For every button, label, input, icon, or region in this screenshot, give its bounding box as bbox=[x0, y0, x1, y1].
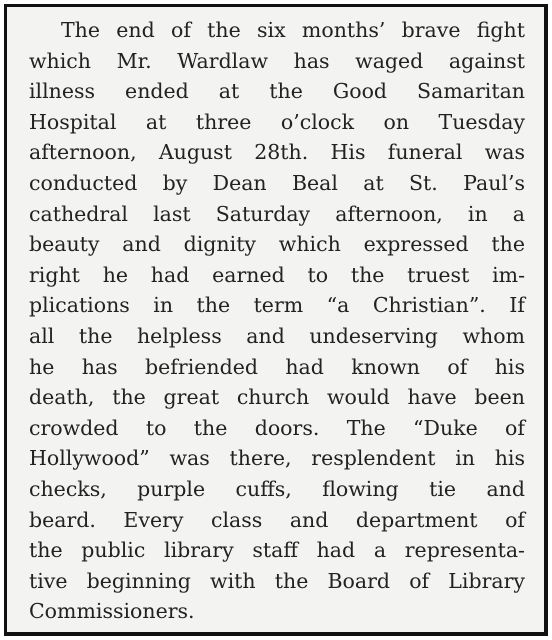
paragraph-line: beauty and dignity which expressed the bbox=[29, 232, 525, 257]
paragraph-line: beard. Every class and department of bbox=[29, 507, 525, 532]
paragraph-line: Hospital at three o’clock on Tuesday bbox=[29, 109, 525, 134]
paragraph-line: Commissioners. bbox=[29, 599, 195, 624]
paragraph-line: cathedral last Saturday afternoon, in a bbox=[29, 201, 525, 226]
paragraph-line: the public library staff had a representa- bbox=[29, 538, 525, 563]
paragraph-line: afternoon, August 28th. His funeral was bbox=[29, 140, 525, 165]
paragraph-line: death, the great church would have been bbox=[29, 385, 525, 410]
paragraph-line: which Mr. Wardlaw has waged against bbox=[29, 48, 525, 73]
paragraph-line: all the helpless and undeserving whom bbox=[29, 323, 525, 348]
article-text-column bbox=[29, 15, 525, 627]
paragraph-line: he has befriended had known of his bbox=[29, 354, 525, 379]
paragraph-line: right he had earned to the truest im- bbox=[29, 262, 525, 287]
paragraph-line: plications in the term “a Christian”. If bbox=[29, 293, 525, 318]
paragraph-line: illness ended at the Good Samaritan bbox=[29, 79, 525, 104]
paragraph-line: tive beginning with the Board of Library bbox=[29, 568, 525, 593]
paragraph-line: checks, purple cuffs, flowing tie and bbox=[29, 476, 525, 501]
paragraph-line: crowded to the doors. The “Duke of bbox=[29, 415, 525, 440]
paragraph-line: Hollywood” was there, resplendent in his bbox=[29, 446, 525, 471]
clipping-border bbox=[4, 4, 548, 636]
paragraph-line: The end of the six months’ brave fight bbox=[61, 18, 525, 42]
paragraph-line: conducted by Dean Beal at St. Paul’s bbox=[29, 170, 525, 195]
